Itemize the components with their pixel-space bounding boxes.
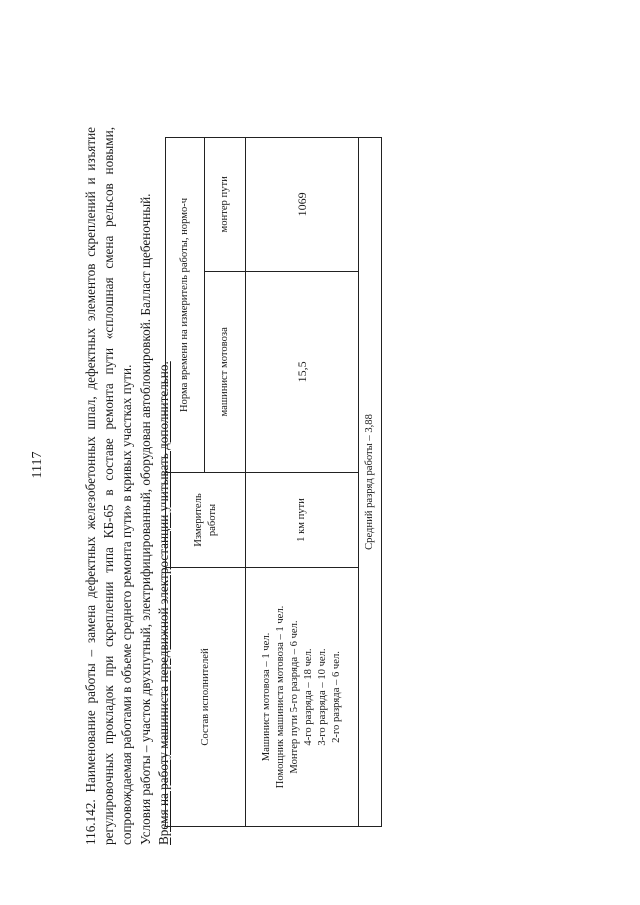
trackman-column-header: монтер пути	[205, 138, 246, 272]
norms-table	[165, 137, 382, 827]
crew-cell	[246, 568, 359, 827]
average-grade: Средний разряд работы – 3,88	[359, 138, 382, 827]
trackman-norm-cell: 1069	[246, 138, 359, 272]
crew-line: Монтер пути 5-го разряда – 6 чел.	[289, 620, 300, 774]
extra-note: Время на работу машиниста передвижной электростанции учитывать дополнительно.	[155, 361, 171, 845]
table-header-row	[166, 138, 205, 827]
driver-column-header: машинист мотовоза	[205, 271, 246, 472]
crew-line: Помощник машиниста мотовоза – 1 чел.	[275, 605, 286, 789]
crew-line: 3-го разряда – 10 чел.	[317, 648, 328, 746]
table-row	[246, 138, 359, 827]
crew-column-header: Состав исполнителей	[166, 568, 246, 827]
work-title	[82, 127, 137, 845]
crew-line: 2-го разряда – 6 чел.	[331, 651, 342, 743]
crew-line: Машинист мотовоза – 1 чел.	[261, 632, 272, 762]
norm-group-header: Норма времени на измеритель работы, нормо-ч	[166, 138, 205, 473]
table-footer-row	[359, 138, 382, 827]
unit-cell: 1 км пути	[246, 473, 359, 568]
work-conditions: Условия работы – участок двухпутный, электрифицированный, оборудован автоблокировкой. Балласт щебеночный.	[137, 193, 153, 845]
work-name: Наименование работы – замена дефектных железобетонных шпал, дефектных элементов скреплений и изъятие регулировочных прокладок при скреплении типа КБ-65 в составе ремонта пути «сплошная смена рельсов новыми, сопровождаемая работами в объеме среднего ремонта пути» в кривых участках пути.	[83, 127, 135, 845]
item-number: 116.142.	[83, 799, 98, 845]
page-number: 1117	[30, 451, 45, 479]
work-description	[82, 127, 173, 845]
unit-column-header: Измеритель работы	[166, 473, 246, 568]
rotated-page	[30, 85, 610, 845]
driver-norm-cell: 15,5	[246, 271, 359, 472]
crew-line: 4-го разряда – 18 чел.	[303, 648, 314, 746]
